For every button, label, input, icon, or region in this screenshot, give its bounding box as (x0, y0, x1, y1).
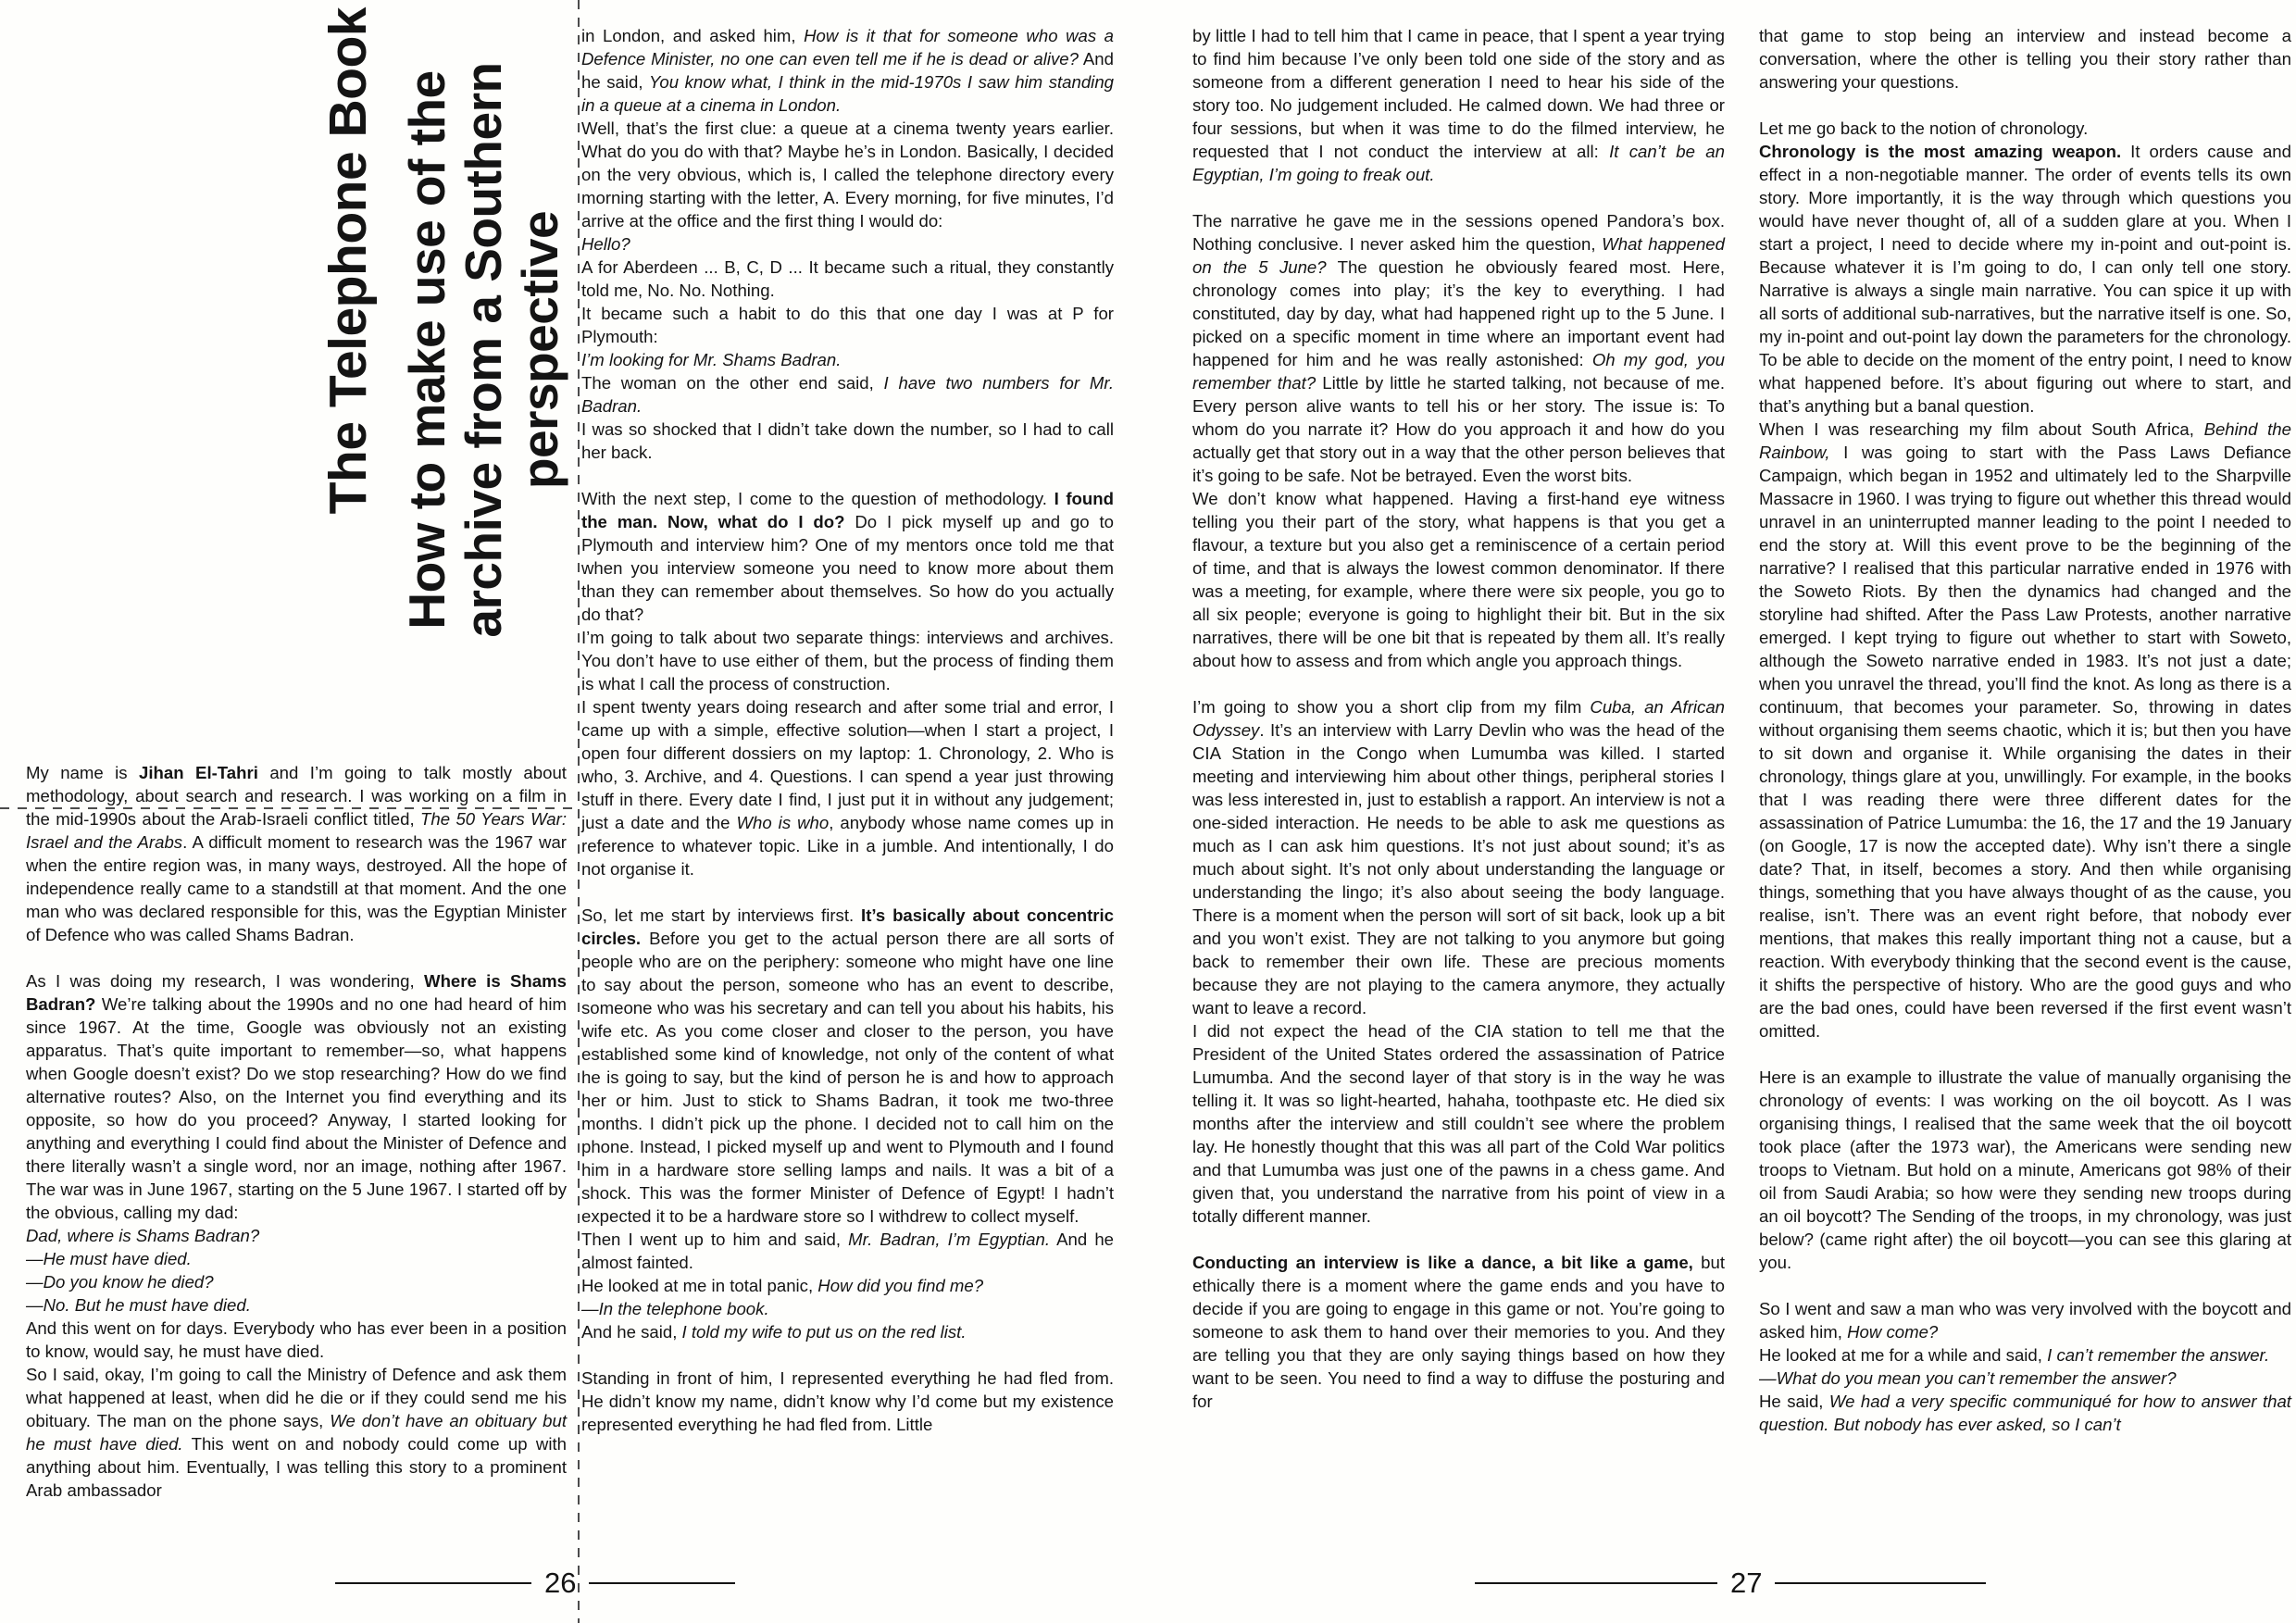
text-segment: but ethically there is a moment where the game ends and you have to decide if you are going to engage in this game or not. You’re going to someone to ask them to hand over their memories to you. And they are telling you that they are only saying things based on how they want to be seen. You need to find a way to diffuse the posturing and for (1192, 1253, 1725, 1411)
article-subtitle (399, 7, 568, 693)
paragraph (581, 1274, 1114, 1297)
text-segment: And he almost fainted. (581, 1230, 1114, 1272)
text-column-3 (1192, 24, 1725, 1413)
text-segment: The woman on the other end said, (581, 373, 884, 393)
paragraph (26, 1247, 567, 1270)
text-segment: —Do you know he died? (26, 1272, 214, 1292)
paragraph (1192, 487, 1725, 672)
text-segment: The narrative he gave me in the sessions opened Pandora’s box. Nothing conclusive. I never asked him the question, (1192, 211, 1725, 254)
text-segment: Where is Shams Badran? (26, 971, 568, 1014)
paragraph (1759, 117, 2291, 140)
text-segment: Before you get to the actual person there are all sorts of people who are on the periphery: someone who might have one line to say about the person, someone who has an event to describe, someone who was his secretary and can tell you about his habits, his wife etc. As you come closer and closer to the person, you have established some kind of knowledge, not only of the content of what he is going to say, but the kind of person he is and how to approach her or him. Just to stick to Shams Badran, it took me two-three months. I didn’t pick up the phone. I decided not to call him on the phone. Instead, I picked myself up and went to Plymouth and I found him in a hardware store selling lamps and nails. It was a bit of a shock. This was the former Minister of Defence of Egypt! I hadn’t expected it to be a hardware store so I withdrew to collect myself. (581, 929, 1114, 1226)
footer-rule-left (335, 1582, 531, 1584)
text-segment: We don’t have an obituary but he must have died. (26, 1411, 568, 1454)
text-segment: Here is an example to illustrate the value of manually organising the chronology of events: I was working on the oil boycott. As I was organising things, I realised that the same week that the oil boycott took place (after the 1973 war), the Americans were sending new troops to Vietnam. But hold on a minute, Americans got 98% of their oil from Saudi Arabia; so how were they sending new troops during an oil boycott? The Sending of the troops, in my chronology, was just below? (came right after) the oil boycott—you can see this glaring at you. (1759, 1067, 2291, 1272)
paragraph (581, 418, 1114, 464)
text-segment: He said, (1759, 1392, 1829, 1411)
text-segment: Then I went up to him and said, (581, 1230, 849, 1249)
text-segment: And he said, (581, 49, 1114, 92)
text-segment: I can’t remember the answer. (2047, 1345, 2270, 1365)
paragraph (1192, 209, 1725, 487)
paragraph (581, 695, 1114, 880)
paragraph (1759, 1343, 2291, 1367)
paragraph (26, 761, 567, 946)
text-segment: He looked at me for a while and said, (1759, 1345, 2048, 1365)
text-segment: Mr. Badran, I’m Egyptian. (848, 1230, 1051, 1249)
page-number-right: 27 (1730, 1567, 1763, 1599)
paragraph (26, 1363, 567, 1502)
paragraph (1192, 24, 1725, 186)
footer-rule-right (589, 1582, 735, 1584)
paragraph (581, 302, 1114, 348)
paragraph (581, 24, 1114, 117)
subtitle-line-3: perspective (511, 210, 568, 490)
text-segment: Jihan El-Tahri (139, 763, 258, 782)
paragraph (581, 256, 1114, 302)
paragraph (1192, 695, 1725, 1019)
paragraph (26, 1270, 567, 1293)
text-segment: in London, and asked him, (581, 26, 805, 45)
text-column-2 (581, 24, 1114, 1436)
text-segment: He looked at me in total panic, (581, 1276, 818, 1295)
text-segment: I found the man. Now, what do I do? (581, 489, 1114, 531)
paragraph (581, 348, 1114, 371)
subtitle-line-1: How to make use of the (398, 70, 455, 630)
text-segment: Cuba, an African Odyssey (1192, 697, 1726, 740)
paragraph (1759, 1297, 2291, 1343)
paragraph (1759, 418, 2291, 1042)
paragraph (1759, 24, 2291, 94)
text-segment: I did not expect the head of the CIA station to tell me that the President of the United States ordered the assassination of Patrice Lumumba. And the second layer of that story is in the way he was telling it. It was so light-hearted, hahaha, toothpaste etc. He died six months after the interview and still couldn’t see where the problem lay. He honestly thought that this was all part of the Cold War politics and that Lumumba was just one of the pawns in a chess game. And given that, you understand the narrative from his point of view in a totally different manner. (1192, 1021, 1725, 1226)
text-segment: I’m going to show you a short clip from my film (1192, 697, 1591, 717)
paragraph (1192, 1019, 1725, 1228)
text-segment: Who is who (736, 813, 830, 832)
paragraph (1759, 140, 2291, 418)
text-segment: We had a very specific communiqué for how to answer that question. But nobody has ever asked, so I can’t (1759, 1392, 2291, 1434)
text-segment: So, let me start by interviews first. (581, 905, 862, 925)
text-segment: When I was researching my film about South Africa, (1759, 419, 2204, 439)
text-segment: How is it that for someone who was a Defence Minister, no one can even tell me if he is dead or alive? (581, 26, 1115, 69)
text-segment: I’m going to talk about two separate things: interviews and archives. You don’t have to use either of them, but the process of finding them is what I call the process of construction. (581, 628, 1114, 693)
text-segment: The 50 Years War: Israel and the Arabs (26, 809, 568, 852)
text-column-4 (1759, 24, 2291, 1436)
text-column-1 (26, 761, 567, 1502)
paragraph (26, 1224, 567, 1247)
text-segment: by little I had to tell him that I came in peace, that I spent a year trying to find him because I’ve only been told one side of the story and as someone from a different generation I need to hear his side of the story too. No judgement included. He calmed down. We had three or four sessions, but when it was time to do the filmed interview, he requested that I not conduct the interview at all: (1192, 26, 1725, 161)
text-segment: Do I pick myself up and go to Plymouth and interview him? One of my mentors once told me that when you interview someone you need to know more about them than they can remember about themselves. So how do you actually do that? (581, 512, 1114, 624)
text-segment: Hello? (581, 234, 630, 254)
article-title-block (318, 7, 568, 693)
paragraph (581, 1228, 1114, 1274)
text-segment: We’re talking about the 1990s and no one had heard of him since 1967. At the time, Google was obviously not an existing apparatus. That’s quite important to remember—so, what happens when Google doesn’t exist? Do we stop researching? How do we find alternative routes? Also, on the Internet you find everything and its opposite, so how do you proceed? Anyway, I started looking for anything and everything I could find about the Minister of Defence and there literally wasn’t a single word, nor an image, nothing after 1967. The war was in June 1967, starting on the 5 June 1967. I started off by the obvious, calling my dad: (26, 994, 567, 1222)
text-segment: Let me go back to the notion of chronology. (1759, 119, 2089, 138)
text-segment: Chronology is the most amazing weapon. (1759, 142, 2122, 161)
text-segment: With the next step, I come to the question of methodology. (581, 489, 1054, 508)
paragraph (581, 487, 1114, 626)
text-segment: So I said, okay, I’m going to call the Ministry of Defence and ask them what happened at least, when did he die or if they could send me his obituary. The man on the phone says, (26, 1365, 567, 1430)
text-segment: It can’t be an Egyptian, I’m going to freak out. (1192, 142, 1725, 184)
text-segment: Behind the Rainbow, (1759, 419, 2291, 462)
text-segment: It’s basically about concentric circles. (581, 905, 1115, 948)
subtitle-line-2: archive from a Southern (455, 62, 512, 638)
paragraph (1759, 1367, 2291, 1390)
paragraph (581, 371, 1114, 418)
text-segment: Standing in front of him, I represented everything he had fled from. He didn’t know my name, didn’t know why I’d come but my existence represented everything he had fled from. Little (581, 1368, 1114, 1434)
footer-rule-left (1475, 1582, 1717, 1584)
text-segment: And this went on for days. Everybody who has ever been in a position to know, would say, he must have died. (26, 1318, 567, 1361)
text-segment: The question he obviously feared most. Here, chronology comes into play; it’s the key to everything. I had constituted, day by day, what had happened right up to the 5 June. I picked on a specific moment in time where an important event had happened for him and he was really astonished: (1192, 257, 1726, 369)
text-segment: —What do you mean you can’t remember the answer? (1759, 1368, 2177, 1388)
paragraph (26, 969, 567, 1224)
text-segment: As I was doing my research, I was wondering, (26, 971, 425, 991)
paragraph (581, 117, 1114, 232)
page-number-left: 26 (544, 1567, 577, 1599)
text-segment: You know what, I think in the mid-1970s I saw him standing in a queue at a cinema in London. (581, 72, 1114, 115)
text-segment: My name is (26, 763, 140, 782)
text-segment: I have two numbers for Mr. Badran. (581, 373, 1114, 416)
text-segment: It became such a habit to do this that one day I was at P for Plymouth: (581, 304, 1114, 346)
book-title: The Telephone Book (318, 7, 378, 515)
text-segment: I’m looking for Mr. Shams Badran. (581, 350, 842, 369)
paragraph (26, 1317, 567, 1363)
text-segment: And he said, (581, 1322, 682, 1342)
fold-mark-horizontal (0, 807, 580, 809)
paragraph (26, 1293, 567, 1317)
text-segment: Conducting an interview is like a dance, a bit like a game, (1192, 1253, 1693, 1272)
footer-rule-right (1775, 1582, 1986, 1584)
paragraph (1192, 1251, 1725, 1413)
text-segment: Little by little he started talking, not because of me. Every person alive wants to tell his or her story. The issue is: To whom do you narrate it? How do you approach it and how do you actually get that story out in a way that the other person believes that it’s going to be safe. Not be betrayed. Even the worst bits. (1192, 373, 1725, 485)
text-segment: Well, that’s the first clue: a queue at a cinema twenty years earlier. What do you do with that? Maybe he’s in London. Basically, I decided on the very obvious, which is, I called the telephone directory every morning starting with the letter, A. Every morning, for five minutes, I’d arrive at the office and the first thing I would do: (581, 119, 1114, 231)
page-footer-right (1475, 1567, 1986, 1600)
paragraph (581, 1297, 1114, 1320)
fold-mark-vertical (578, 0, 580, 1623)
text-segment: I spent twenty years doing research and after some trial and error, I came up with a simple, effective solution—when I start a project, I open four different dossiers on my laptop: 1. Chronology, 2. Who is who, 3. Archive, and 4. Questions. I can spend a year just throwing stuff in there. Every date I find, I just put it in without any judgement; just a date and the (581, 697, 1114, 832)
text-segment: It orders cause and effect in a non-negotiable manner. The order of events tells its own story. More importantly, it is the way through which questions you would have never thought of, all of a sudden glare at you. When I start a project, I need to decide where my in-point and out-point is. Because whatever it is I’m going to do, I can only tell one story. Narrative is always a single main narrative. You can spice it up with all sorts of additional sub-narratives, but the narrative itself is one. So, my in-point and out-point lay down the parameters for the chronology. To be able to decide on the moment of the entry point, I need to know what happened before. It’s about figuring out where to start, and that’s anything but a banal question. (1759, 142, 2291, 416)
text-segment: Dad, where is Shams Badran? (26, 1226, 260, 1245)
text-segment: —In the telephone book. (581, 1299, 769, 1318)
text-segment: . It’s an interview with Larry Devlin who was the head of the CIA Station in the Congo when Lumumba was killed. I started meeting and interviewing him about other things, peripheral stories I was less interested in, just to establish a rapport. An interview is not a one-sided interaction. He needs to be able to ask me questions as much as I can ask him questions. It’s not just about sound; it’s as much about sight. It’s not only about understanding the language or understanding the lingo; it’s also about seeing the body language. There is a moment when the person will sort of sit back, look up a bit and you won’t exist. They are not talking to you anymore but going back to remember their own life. These are precious moments because they are not playing to the camera anymore, they actually want to leave a record. (1192, 720, 1725, 1017)
text-segment: How come? (1847, 1322, 1939, 1342)
text-segment: A for Aberdeen ... B, C, D ... It became such a ritual, they constantly told me, No. No. Nothing. (581, 257, 1114, 300)
text-segment: I was so shocked that I didn’t take down the number, so I had to call her back. (581, 419, 1114, 462)
paragraph (581, 1320, 1114, 1343)
text-segment: —No. But he must have died. (26, 1295, 251, 1315)
text-segment: We don’t know what happened. Having a first-hand eye witness telling you their part of the story, what happens is that you get a flavour, a texture but you also get a reminiscence of a certain period of time, and that is always the lowest common denominator. If there was a meeting, for example, where there were six people, you go to all six people; everyone is going to highlight their bit. But in the six narratives, there will be one bit that is repeated by them all. It’s really about how to assess and from which angle you approach things. (1192, 489, 1725, 670)
text-segment: and I’m going to talk mostly about methodology, about search and research. I was working on a film in the mid-1990s about the Arab-Israeli conflict titled, (26, 763, 567, 829)
paragraph (581, 1367, 1114, 1436)
paragraph (1759, 1390, 2291, 1436)
paragraph (1759, 1066, 2291, 1274)
text-segment: . A difficult moment to research was the 1967 war when the entire region was, in many ways, destroyed. All the hope of independence really came to a standstill at that moment. And the one man who was declared responsible for this, was the Egyptian Minister of Defence who was called Shams Badran. (26, 832, 568, 944)
text-segment: I was going to start with the Pass Laws Defiance Campaign, which began in 1952 and ultimately led to the Sharpville Massacre in 1960. I was trying to figure out whether this thread would unravel in an uninterrupted manner leading to the point I needed to end the story at. Will this event prove to be the beginning of the narrative? I realised that this particular narrative ended in 1976 with the Soweto Riots. By then the dynamics had changed and the storyline had shifted. After the Pass Law Protests, another narrative emerged. I kept trying to figure out whether to start with Soweto, although the Soweto narrative ended in 1983. It’s not just a date; when you unravel the thread, you’ll find the knot. As long as there is a continuum, that becomes your parameter. So, throwing in dates without organising them seems chaotic, which it is; but then you have to sit down and organise it. While organising the dates in their chronology, things glare at you, unwillingly. For example, in the books that I was reading there were three different dates for the assassination of Patrice Lumumba: the 16, the 17 and the 19 January (on Google, 17 is now the accepted date). Why isn’t there a single date? That, in itself, becomes a story. And then while organising things, something that you have always thought of as the cause, you realise, isn’t. There was an event right before, that nobody ever mentions, that makes this really important thing not a cause, but a reaction. With everybody thinking that the second event is the cause, it shifts the perspective of history. Who are the good guys and who are the bad ones, could have been reversed if the first event wasn’t omitted. (1759, 443, 2291, 1041)
text-segment: —He must have died. (26, 1249, 192, 1268)
text-segment: How did you find me? (817, 1276, 984, 1295)
paragraph (581, 232, 1114, 256)
paragraph (581, 626, 1114, 695)
paragraph (581, 904, 1114, 1228)
text-segment: Oh my god, you remember that? (1192, 350, 1725, 393)
text-segment: So I went and saw a man who was very involved with the boycott and asked him, (1759, 1299, 2291, 1342)
page-footer-left (335, 1567, 735, 1600)
text-segment: This went on and nobody could come up with anything about him. Eventually, I was telling this story to a prominent Arab ambassador (26, 1434, 567, 1500)
text-segment: I told my wife to put us on the red list. (681, 1322, 967, 1342)
text-segment: that game to stop being an interview and instead become a conversation, where the other is telling you their story rather than answering your questions. (1759, 26, 2291, 92)
text-segment: , anybody whose name comes up in reference to whatever topic. Like in a jumble. And intentionally, I do not organise it. (581, 813, 1115, 879)
text-segment: What happened on the 5 June? (1192, 234, 1725, 277)
